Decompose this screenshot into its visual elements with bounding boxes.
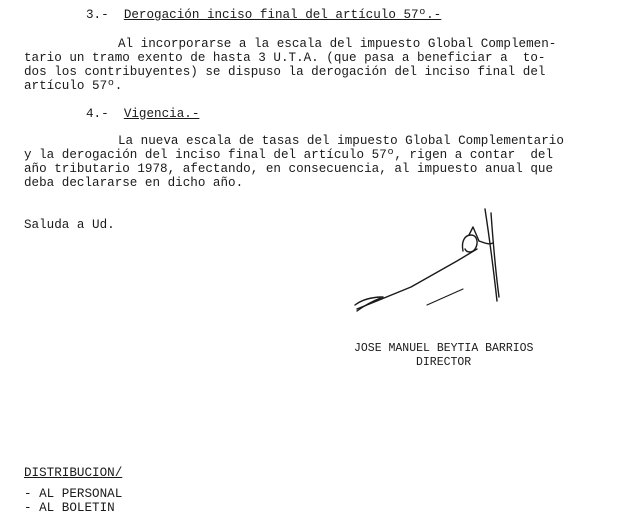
signatory-name: JOSE MANUEL BEYTIA BARRIOS bbox=[354, 342, 534, 355]
section-3-number: 3.- bbox=[86, 8, 109, 22]
section-4-number: 4.- bbox=[86, 107, 109, 121]
section-4-line-1: La nueva escala de tasas del impuesto Global Complementario bbox=[118, 134, 564, 148]
distribution-item-boletin: - AL BOLETIN bbox=[24, 501, 115, 515]
section-4-line-2: y la derogación del inciso final del artículo 57º, rigen a contar del bbox=[24, 148, 554, 162]
section-3-line-2: tario un tramo exento de hasta 3 U.T.A. (que pasa a beneficiar a to- bbox=[24, 51, 546, 65]
section-3-title: Derogación inciso final del artículo 57º.- bbox=[123, 8, 442, 22]
section-4-title: Vigencia.- bbox=[123, 107, 200, 121]
section-4-line-3: año tributario 1978, afectando, en consecuencia, al impuesto anual que bbox=[24, 162, 554, 176]
signatory-title: DIRECTOR bbox=[416, 356, 472, 369]
handwritten-signature bbox=[345, 205, 525, 325]
section-3-line-3: dos los contribuyentes) se dispuso la derogación del inciso final del bbox=[24, 65, 546, 79]
distribution-item-personal: - AL PERSONAL bbox=[24, 487, 123, 501]
distribution-heading: DISTRIBUCION/ bbox=[24, 466, 123, 480]
section-4-line-4: deba declararse en dicho año. bbox=[24, 176, 244, 190]
section-3-line-4: artículo 57º. bbox=[24, 79, 123, 93]
section-3-line-1: Al incorporarse a la escala del impuesto Global Complemen- bbox=[118, 37, 557, 51]
section-3-heading bbox=[86, 8, 441, 22]
section-4-heading bbox=[86, 107, 199, 121]
closing-salutation: Saluda a Ud. bbox=[24, 218, 115, 232]
